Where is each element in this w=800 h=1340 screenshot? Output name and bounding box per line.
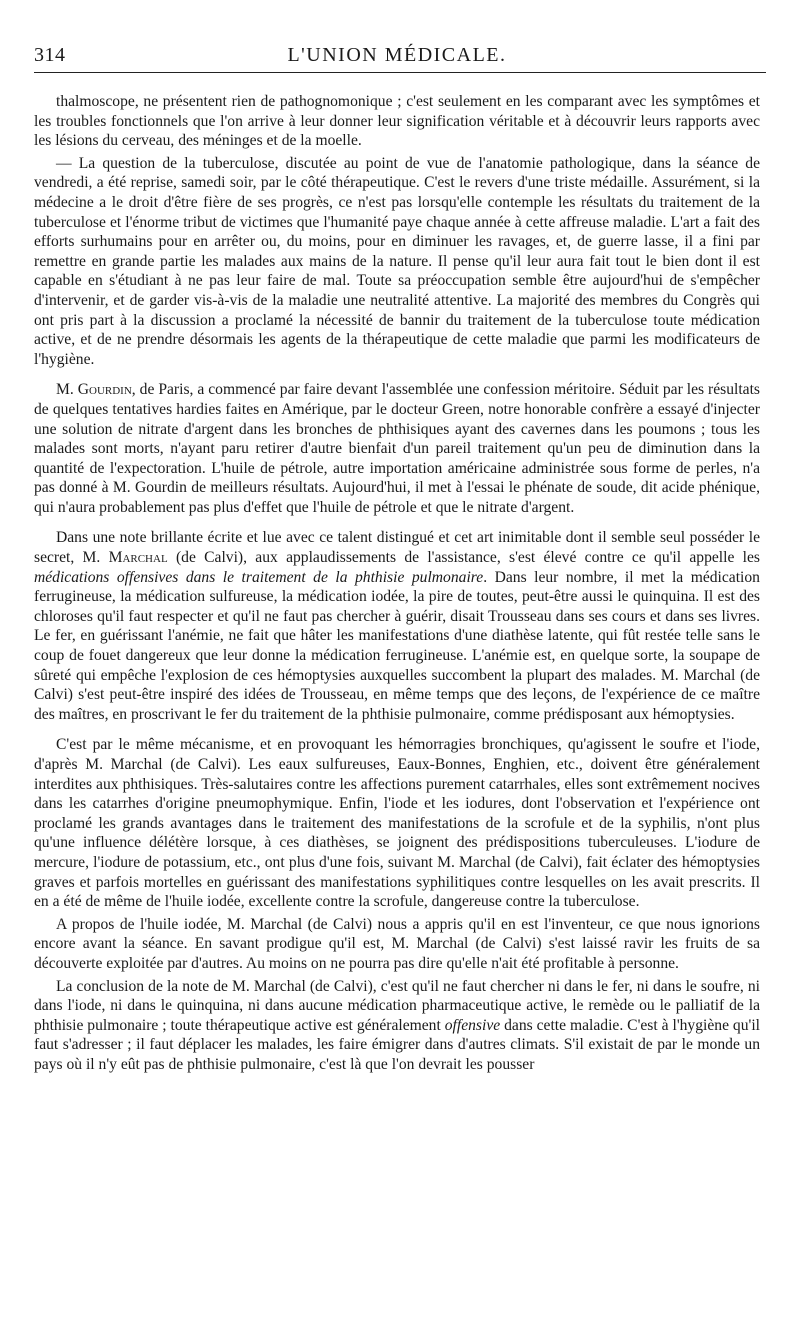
page-header [34,0,760,66]
paragraph [34,735,760,911]
paragraph [34,92,760,151]
author-name: Gourdin [77,381,132,399]
paragraph-text: (de Calvi), aux applaudissements de l'assistance, s'est élevé contre ce qu'il appelle les [167,549,760,567]
running-title: L'UNION MÉDICALE. [287,44,507,66]
paragraph [34,154,760,370]
author-name: Marchal [108,549,168,567]
paragraph-text: M. [56,381,78,399]
article-body [34,92,760,1075]
paragraph-text: , de Paris, a commencé par faire devant l'assemblée une confession méritoire. Séduit par les résultats de quelques tentatives hardies faites en Amérique, par le docteur Green, notre honorable confrère a essayé d'injecter une solution de nitrate d'argent dans les bronches de phthisiques ayant des cavernes dans les poumons ; tous les malades sont morts, n'ayant paru retirer d'autre bienfait d'un pareil traitement qu'un peu de diminution dans la quantité de l'expectoration. L'huile de pétrole, autre importation américaine administrée sous forme de perles, n'a pas donné à M. Gourdin de meilleurs résultats. Aujourd'hui, il met à l'essai le phénate de soude, dit acide phénique, qui n'aura probablement pas plus d'effet que l'huile de pétrole et que le nitrate d'argent. [34,381,760,516]
paragraph-text: La conclusion de la note de M. Marchal (de Calvi), c'est qu'il ne faut chercher ni dans le fer, ni dans le soufre, ni dans l'iode, ni dans le quinquina, ni dans aucune médication pharmaceutique active, le remède ou le palliatif de la phthisie pulmonaire ; toute thérapeutique active est généralement [34,977,760,1034]
paragraph [34,977,760,1075]
paragraph [34,380,760,517]
paragraph [34,915,760,974]
italic-text: médications offensives dans le traitement de la phthisie pulmonaire [34,568,484,586]
header-rule [34,72,766,73]
paragraph [34,528,760,724]
paragraph-text: A propos de l'huile iodée, M. Marchal (de Calvi) nous a appris qu'il en est l'inventeur, ce que nous ignorions encore avant la séance. En savant prodigue qu'il est, M. Marchal (de Calvi) s'est laissé ravir les fruits de sa découverte exploitée par d'autres. Au moins on ne pourra pas dire qu'elle n'ait été profitable à personne. [34,915,760,972]
page-number: 314 [34,44,66,66]
paragraph-text: thalmoscope, ne présentent rien de pathognomonique ; c'est seulement en les comparant avec les symptômes et les troubles fonctionnels que l'on arrive à leur donner leur signification véritable et à découvrir leurs rapports avec les lésions du cerveau, des méninges et de la moelle. [34,93,760,150]
italic-text: offensive [444,1016,501,1034]
paragraph-text: dans cette maladie. C'est à l'hygiène qu'il faut s'adresser ; il faut déplacer les malades, les faire émigrer dans d'autres climats. S'il existait de par le monde un pays où il n'y eût pas de phthisie pulmonaire, c'est là que l'on devrait les pousser [34,1016,760,1073]
paragraph-text: — La question de la tuberculose, discutée au point de vue de l'anatomie pathologique, dans la séance de vendredi, a été reprise, samedi soir, par le côté thérapeutique. C'est le revers d'une triste médaille. Assurément, si la médecine a le droit d'être fière de ses progrès, ce n'est pas lorsqu'elle contemple les résultats du traitement de la tuberculose et l'énorme tribut de victimes que l'humanité paye chaque année à cette affreuse maladie. L'art a fait des efforts surhumains pour en arrêter ou, du moins, pour en diminuer les ravages, et, de guerre lasse, il a fini par remettre en grande partie les malades aux mains de la nature. Il pense qu'il leur aura fait tout le bien dont il est capable en s'étudiant à ne pas leur faire de mal. Toute sa préoccupation semble être aujourd'hui de s'empêcher d'intervenir, et de garder vis-à-vis de la maladie une neutralité attentive. La majorité des membres du Congrès qui ont pris part à la discussion a proclamé la nécessité de bannir du traitement de la tuberculose toute médication active, et de ne prendre désormais les agents de la thérapeutique de cette maladie que parmi les modificateurs de l'hygiène. [34,154,760,368]
paragraph-text: . Dans leur nombre, il met la médication ferrugineuse, la médication sulfureuse, la médication iodée, la pire de toutes, peut-être aussi le quinquina. Il est des chloroses qu'il faut respecter et qu'il ne faut pas chercher à guérir, disait Trousseau dans ses cours et dans ses livres. Le fer, en guérissant l'anémie, ne fait que hâter les manifestations d'une diathèse latente, qui fût restée telle sans le coup de fouet dangereux que leur donne la médication ferrugineuse. L'anémie est, en quelque sorte, la soupape de sûreté qui empêche l'explosion de ces hémoptysies auxquelles succombent la plupart des malades. M. Marchal (de Calvi) s'est peut-être inspiré des idées de Trousseau, en même temps que des leçons, de l'expérience de ce maître des maîtres, en proscrivant le fer du traitement de la phthisie pulmonaire, comme prédisposant aux hémoptysies. [34,568,760,723]
paragraph-text: Dans une note brillante écrite et lue avec ce talent distingué et cet art inimitable dont il semble seul posséder le secret, M. [34,529,760,567]
paragraph-text: C'est par le même mécanisme, et en provoquant les hémorragies bronchiques, qu'agissent le soufre et l'iode, d'après M. Marchal (de Calvi). Les eaux sulfureuses, Eaux-Bonnes, Enghien, etc., doivent être généralement interdites aux phthisiques. Très-salutaires contre les affections purement catarrhales, elles sont extrêmement nocives dans les catarrhes d'origine pneumophymique. Enfin, l'iode et les iodures, dont l'observation et l'expérience ont proclamé les grands avantages dans le traitement des manifestations de la scrofule et de la syphilis, n'ont plus qu'une influence délétère lorsque, à ces diathèses, se joignent des prédispositions tuberculeuses. L'iodure de mercure, l'iodure de potassium, etc., ont plus d'une fois, suivant M. Marchal (de Calvi), fait éclater des hémoptysies graves et parfois mortelles en guérissant des manifestations syphilitiques contre lesquelles on les avait prescrits. Il en a été de même de l'huile iodée, excellente contre la scrofule, dangereuse contre la tuberculose. [34,736,760,911]
